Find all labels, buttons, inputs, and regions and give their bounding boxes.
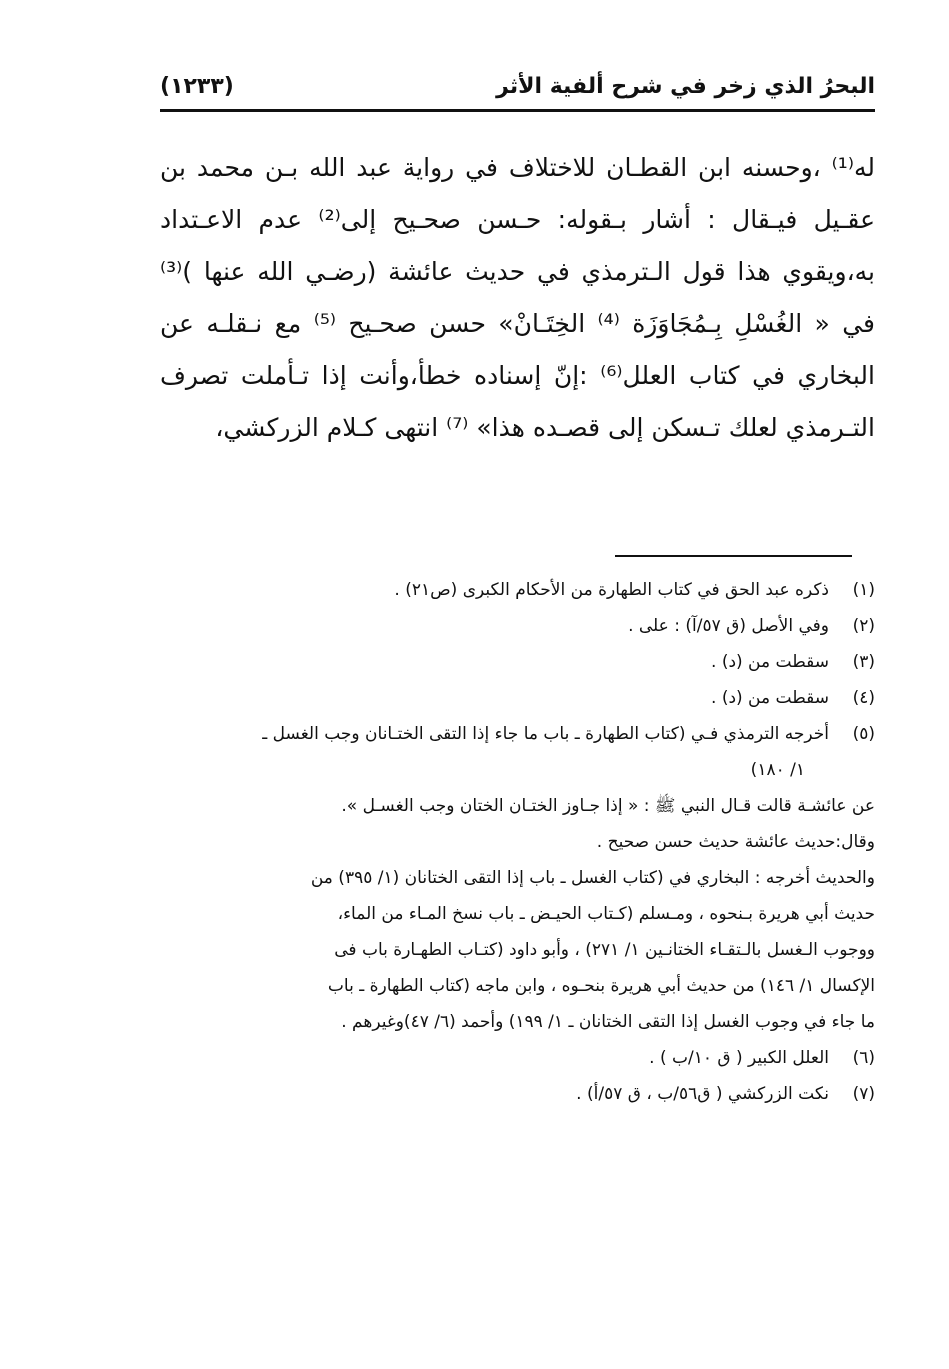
footnote-5-line: الإكسال ١/ ١٤٦) من حديث أبي هريرة بنحـوه ، وابن ماجه (كتاب الطهارة ـ باب [327,976,875,996]
text-line: البخاري في كتاب العلل⁽⁶⁾ :إنّ إسناده خطأ،وأنت إذا تـأملت تصرف [160,361,875,390]
footnote-5-line: عن عائشـة قالت قـال النبي ﷺ : « إذا جـاوز الختـان الختان وجب الغسـل ». [341,796,875,816]
footnote-1 [160,572,875,608]
footnote-number: (٣) [852,652,875,672]
footnote-separator [615,555,852,557]
footnote-text: نكت الزركشي ( ق٥٦/ب ، ق ٥٧/أ) . [576,1084,829,1104]
footnote-5-line: وقال:حديث عائشة حديث حسن صحيح . [596,832,875,852]
footnote-2 [160,608,875,644]
footnote-6 [160,1040,875,1076]
main-text [160,142,875,454]
footnote-number: (٧) [852,1084,875,1104]
footnote-4 [160,680,875,716]
footnote-number: (٢) [852,616,875,636]
footnote-text: أخرجه الترمذي فـي (كتاب الطهارة ـ باب ما جاء إذا التقى الختـانان وجب الغسل ـ [262,724,829,744]
footnote-text: سقطت من (د) . [711,688,829,708]
text-line: له⁽¹⁾ ،وحسنه ابن القطـان للاختلاف في رواية عبد الله بـن محمد بن [160,153,875,182]
footnote-text: سقطت من (د) . [711,652,829,672]
footnote-text: ذكره عبد الحق في كتاب الطهارة من الأحكام الكبرى (ص٢١) . [394,580,829,600]
footnote-5-line: ووجوب الـغسل بالـتقـاء الختانـين ١/ ٢٧١) ، وأبو داود (كتـاب الطهـارة باب فى [334,940,875,960]
footnote-5-line: ما جاء في وجوب الغسل إذا التقى الختانان ـ ١/ ١٩٩) وأحمد (٦/ ٤٧)وغيرهم . [341,1012,875,1032]
footnote-3 [160,644,875,680]
text-line: التـرمذي لعلك تـسكن إلى قصـده هذا» ⁽⁷⁾ انتهى كـلام الزركشي، [215,413,875,442]
footnote-5 [160,716,875,752]
footnote-5-line: ١/ ١٨٠) [750,760,805,780]
footnote-number: (١) [852,580,875,600]
text-line: عقـيل فيـقال : أشار بـقوله: حـسن صحـيح إلى⁽²⁾ عدم الاعـتداد [160,205,875,234]
footnote-text: العلل الكبير ( ق ١٠/ب ) . [649,1048,829,1068]
text-line: في « الغُسْلِ بِـمُجَاوَزَة ⁽⁴⁾ الخِتَـانْ» حسن صحـيح ⁽⁵⁾ مع نـقلـه عن [160,309,875,338]
running-header [160,66,875,106]
page-number: (١٢٣٣) [160,73,234,99]
book-title: البحرُ الذي زخر في شرح ألفية الأثر [496,73,875,99]
text-line: به،ويقوي هذا قول الـترمذي في حديث عائشة (رضـي الله عنها )⁽³⁾ [160,257,875,286]
footnote-number: (٦) [852,1048,875,1068]
footnote-7 [160,1076,875,1112]
header-rule [160,109,875,112]
footnote-number: (٥) [852,724,875,744]
footnote-5-line: حديث أبي هريرة بـنحوه ، ومـسلم (كـتاب الحيـض ـ باب نسخ المـاء من الماء، [337,904,875,924]
footnote-5-line: والحديث أخرجه : البخاري في (كتاب الغسل ـ باب إذا التقى الختانان (١/ ٣٩٥) من [310,868,875,888]
footnote-text: وفي الأصل (ق ٥٧/آ) : على . [628,616,829,636]
footnotes [160,572,875,1112]
footnote-number: (٤) [852,688,875,708]
